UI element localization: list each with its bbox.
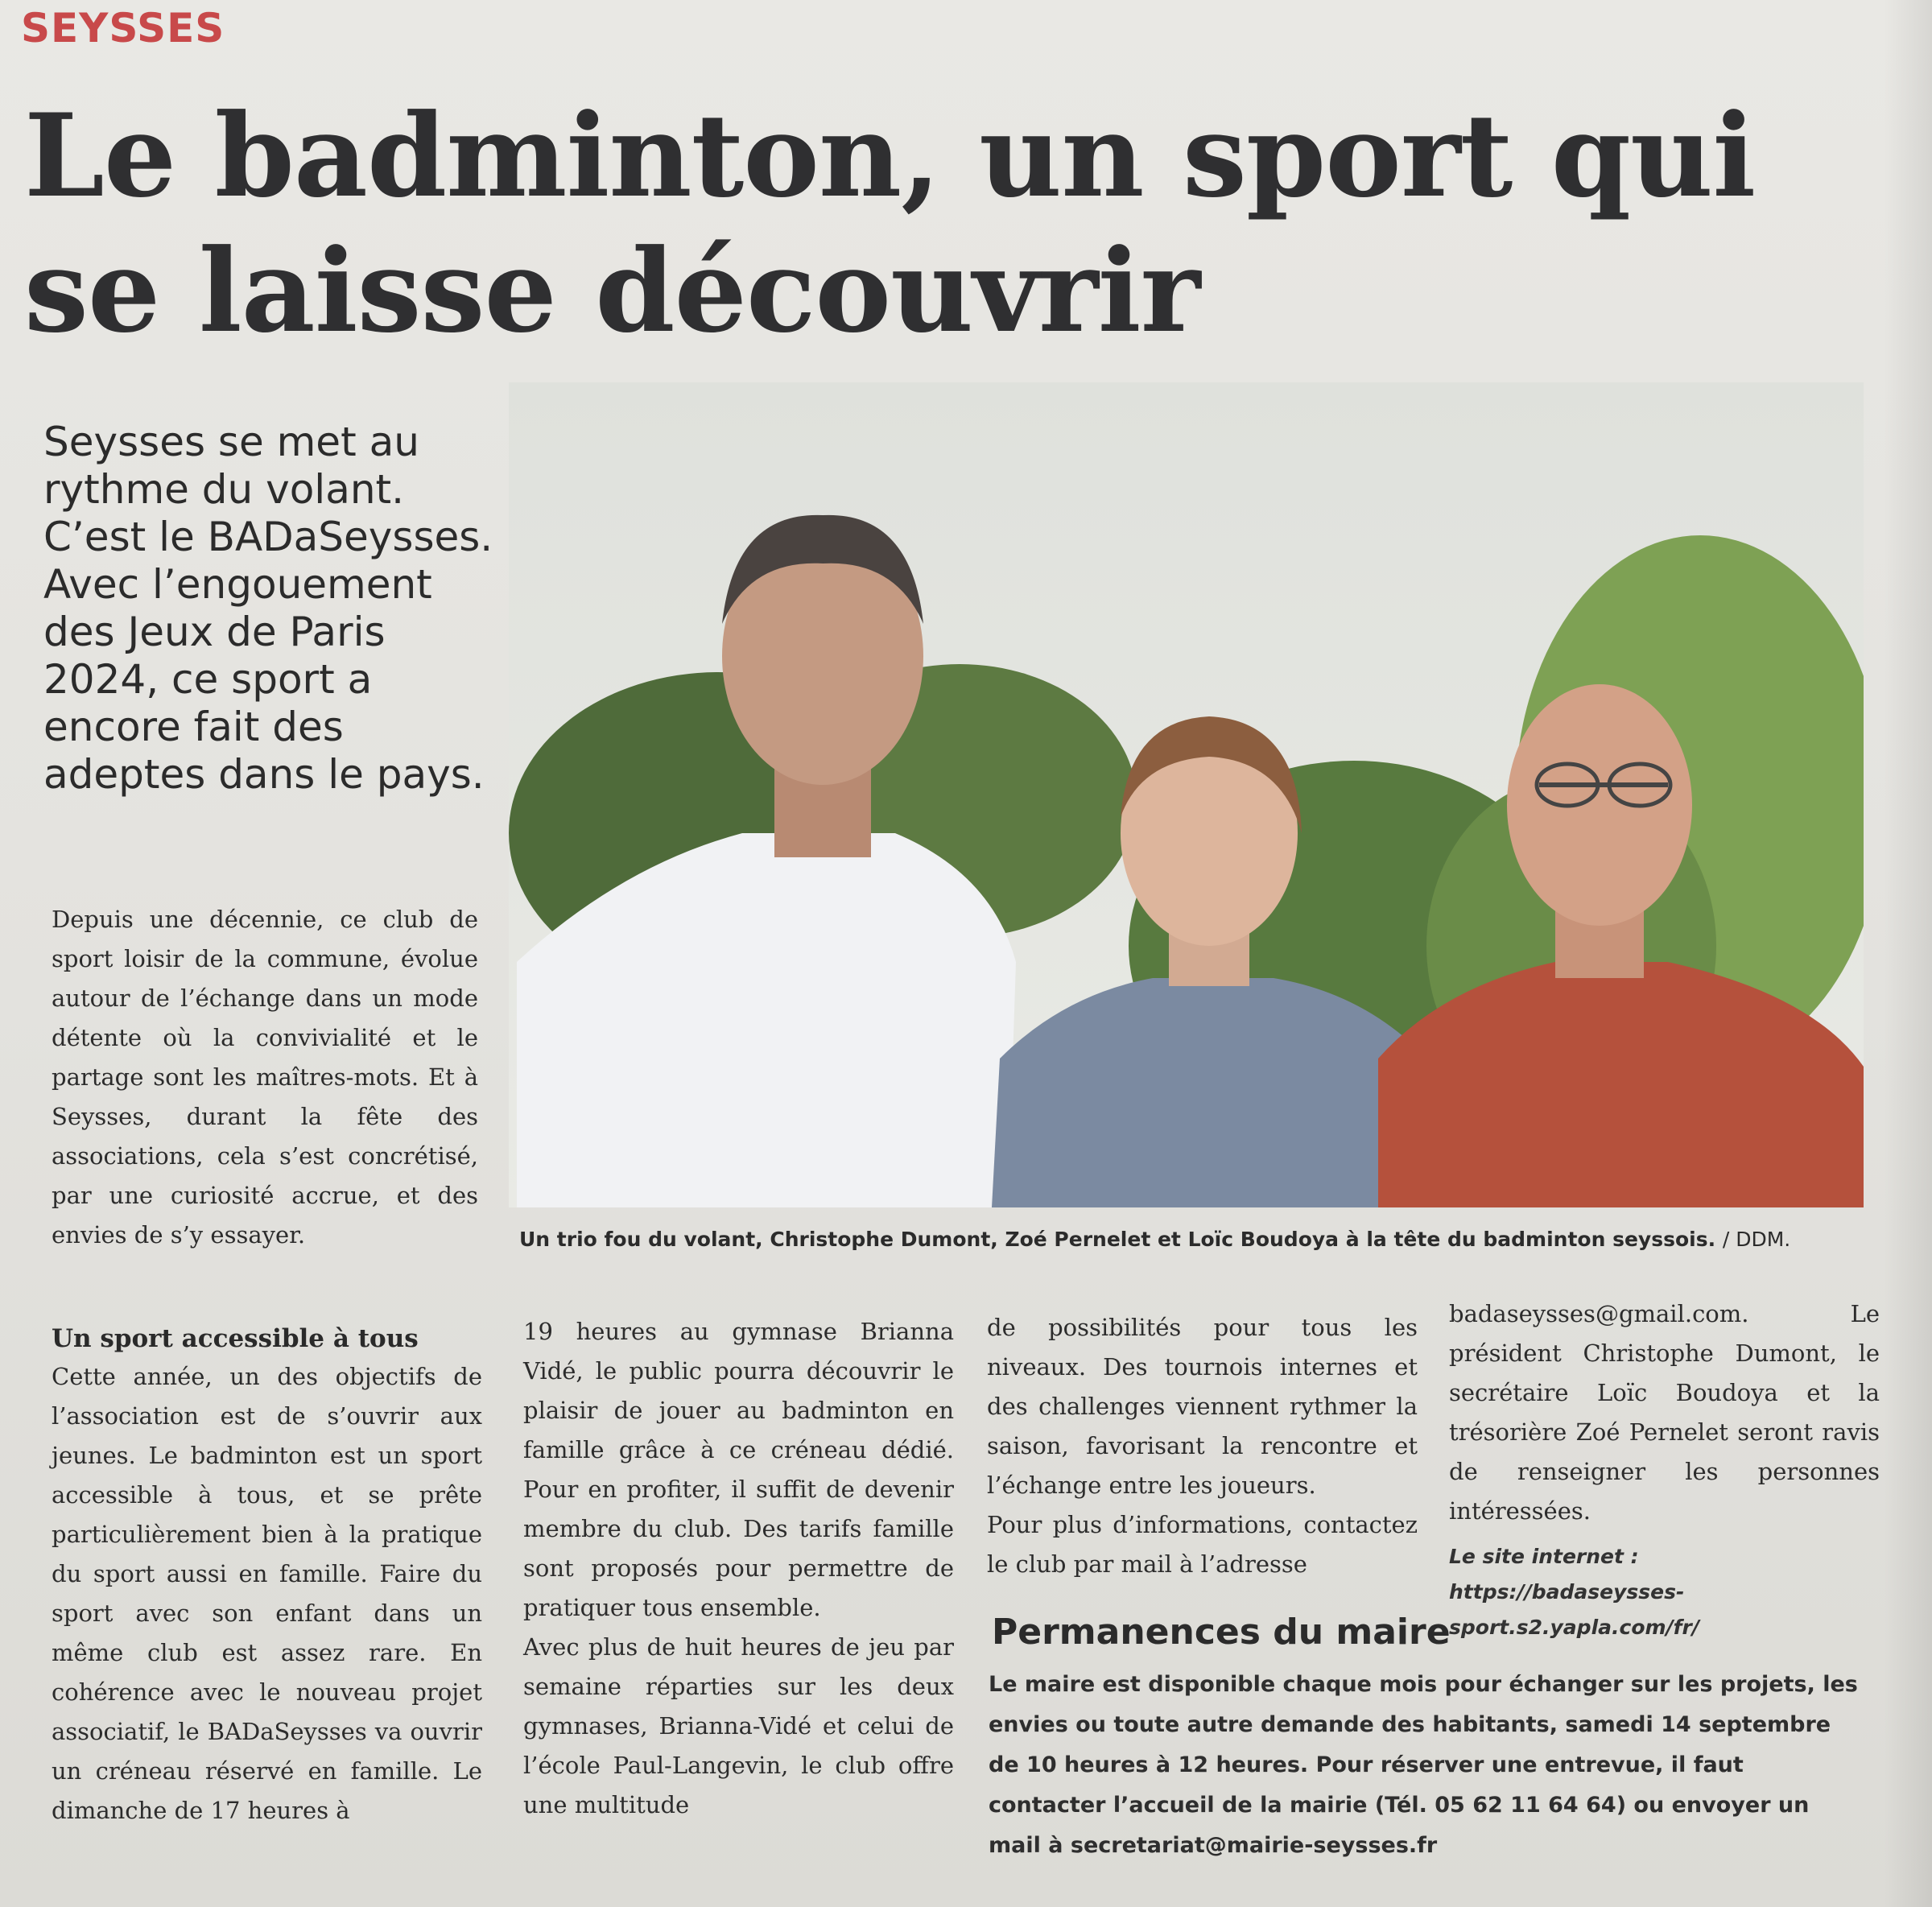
article-column-4 xyxy=(1449,1294,1880,1645)
page-edge-shadow xyxy=(1884,0,1932,1907)
column-1-text: Cette année, un des objectifs de l’association est de s’ouvrir aux jeunes. Le badminton est un sport accessible à tous, et se prête particulièrement bien à la pratique du sport aussi en famille. Faire du sport avec son enfant dans un même club est assez rare. En cohérence avec le nouveau projet associatif, le BADaSeysses va ouvrir un créneau réservé en famille. Le dimanche de 17 heures à xyxy=(52,1363,482,1824)
column-2-text-b: Avec plus de huit heures de jeu par semaine réparties sur les deux gymnases, Brianna-Vidé et celui de l’école Paul-Langevin, le club offre une multitude xyxy=(523,1633,954,1818)
photo-illustration xyxy=(509,382,1864,1207)
column-3-text-b: Pour plus d’informations, contactez le club par mail à l’adresse xyxy=(987,1511,1418,1578)
caption-text: Un trio fou du volant, Christophe Dumont, Zoé Pernelet et Loïc Boudoya à la tête du badminton seyssois. xyxy=(519,1228,1716,1251)
column-2-text: 19 heures au gymnase Brianna Vidé, le public pourra découvrir le plaisir de jouer au badminton en famille grâce à ce créneau dédié. Pour en profiter, il suffit de devenir membre du club. Des tarifs famille sont proposés pour permettre de pratiquer tous ensemble. xyxy=(523,1318,954,1621)
article-headline: Le badminton, un sport qui se laisse découvrir xyxy=(24,89,1756,358)
intro-paragraph xyxy=(52,900,478,1255)
article-lead: Seysses se met au rythme du volant. C’est le BADaSeysses. Avec l’engouement des Jeux de Paris 2024, ce sport a encore fait des adeptes dans le pays. xyxy=(43,419,493,798)
mayor-box-title: Permanences du maire xyxy=(992,1612,1451,1653)
intro-text: Depuis une décennie, ce club de sport loisir de la commune, évolue autour de l’échange dans un mode détente où la convivialité et le partage sont les maîtres-mots. Et à Seysses, durant la fête des associations, cela s’est concrétisé, par une curiosité accrue, et des envies de s’y essayer. xyxy=(52,906,478,1249)
mayor-box-text: Le maire est disponible chaque mois pour échanger sur les projets, les envies ou toute autre demande des habitants, samedi 14 septembre de 10 heures à 12 heures. Pour réserver une entrevue, il faut contacter l’accueil de la mairie (Tél. 05 62 11 64 64) ou envoyer un mail à secretariat@mairie-seysses.fr xyxy=(989,1672,1858,1858)
photo-credit: / DDM. xyxy=(1722,1228,1791,1251)
article-photo xyxy=(509,382,1864,1207)
article-column-1 xyxy=(52,1320,482,1831)
club-website: Le site internet : https://badaseysses-sport.s2.yapla.com/fr/ xyxy=(1449,1545,1700,1639)
column-4-text: badaseysses@gmail.com. Le président Christophe Dumont, le secrétaire Loïc Boudoya et la trésorière Zoé Pernelet seront ravis de renseigner les personnes intéressées. xyxy=(1449,1300,1880,1525)
photo-caption xyxy=(519,1224,1888,1256)
article-column-2 xyxy=(523,1312,954,1825)
column-3-text: de possibilités pour tous les niveaux. Des tournois internes et des challenges viennent rythmer la saison, favorisant la rencontre et l’échange entre les joueurs. xyxy=(987,1314,1418,1499)
article-subhead: Un sport accessible à tous xyxy=(52,1324,419,1353)
section-rubric: SEYSSES xyxy=(21,5,225,52)
article-column-3 xyxy=(987,1308,1418,1584)
